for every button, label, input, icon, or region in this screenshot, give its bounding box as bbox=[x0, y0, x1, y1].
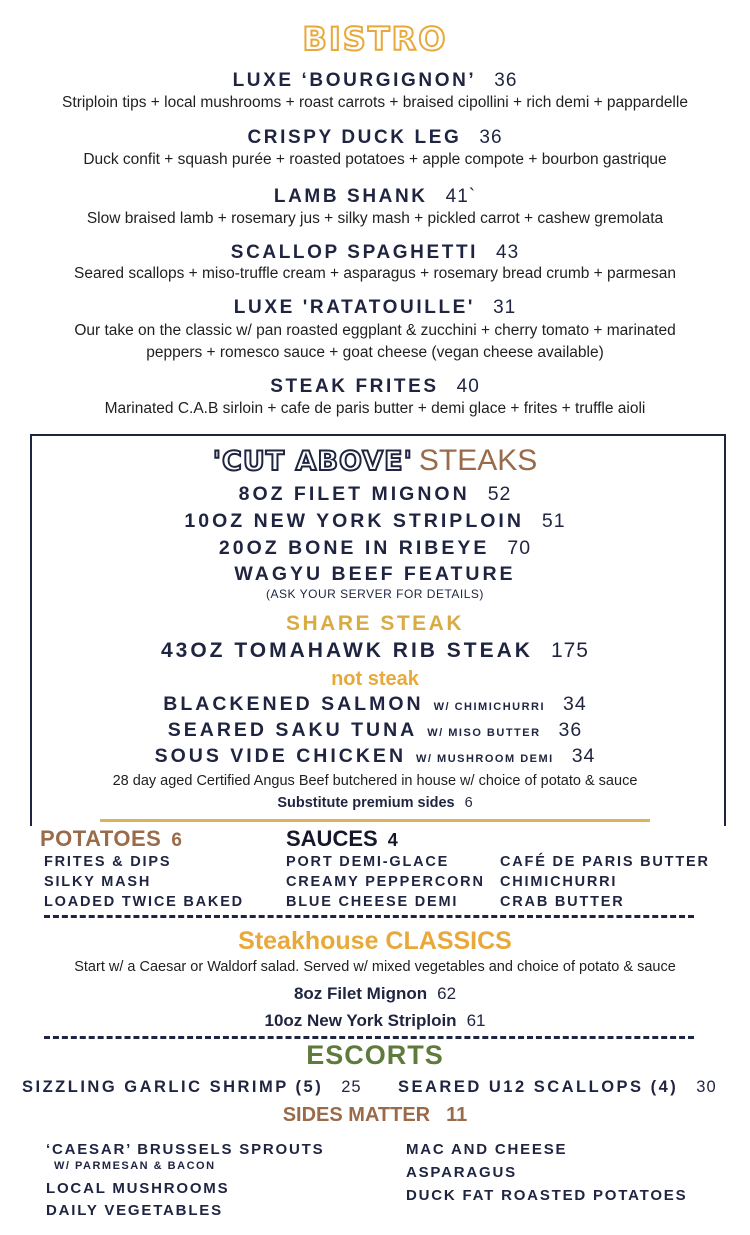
share-tomahawk bbox=[0, 639, 750, 663]
steaks-word: STEAKS bbox=[418, 444, 538, 477]
steak-price: 51 bbox=[541, 510, 566, 532]
steak-price: 70 bbox=[507, 537, 532, 559]
classic-striploin bbox=[0, 1011, 750, 1031]
sauce-item: PORT DEMI-GLACE bbox=[286, 854, 450, 870]
substitute-label: Substitute premium sides bbox=[277, 795, 455, 811]
item-accompaniment: W/ MISO BUTTER bbox=[427, 727, 541, 739]
item-price: 34 bbox=[571, 745, 596, 767]
steak-price: 52 bbox=[487, 483, 512, 505]
sides-label: SIDES MATTER bbox=[282, 1104, 431, 1126]
steak-footnote: 28 day aged Certified Angus Beef butchered in house w/ choice of potato & sauce bbox=[112, 773, 638, 789]
side-item-note: W/ PARMESAN & BACON bbox=[54, 1160, 216, 1172]
dish-name: SCALLOP SPAGHETTI bbox=[230, 242, 479, 263]
dish-name: CRISPY DUCK LEG bbox=[247, 127, 462, 148]
dish-price: 40 bbox=[456, 376, 480, 397]
cut-above-title bbox=[0, 444, 750, 478]
item-price: 34 bbox=[563, 693, 587, 715]
dish-bourgignon bbox=[0, 70, 750, 92]
dish-desc: Seared scallops + miso-truffle cream + asparagus + rosemary bread crumb + parmesan bbox=[74, 265, 676, 282]
not-steak-title: not steak bbox=[331, 668, 419, 690]
escort-name: SEARED U12 SCALLOPS (4) bbox=[398, 1078, 679, 1096]
steak-name: WAGYU BEEF FEATURE bbox=[234, 563, 516, 585]
item-name: BLACKENED SALMON bbox=[163, 693, 424, 715]
dish-scallop-spaghetti bbox=[0, 242, 750, 264]
dish-name: STEAK FRITES bbox=[270, 376, 439, 397]
side-item: ‘CAESAR’ BRUSSELS SPROUTS bbox=[46, 1141, 325, 1158]
potatoes-label: POTATOES bbox=[40, 826, 162, 851]
escort-price: 30 bbox=[696, 1078, 717, 1096]
sides-price: 11 bbox=[446, 1104, 468, 1126]
sauce-item: CREAMY PEPPERCORN bbox=[286, 874, 485, 890]
dish-desc: Duck confit + squash purée + roasted potatoes + apple compote + bourbon gastrique bbox=[83, 151, 667, 168]
dish-desc: Our take on the classic w/ pan roasted eggplant & zucchini + cherry tomato + marinated bbox=[74, 322, 676, 339]
dish-name: LUXE ‘BOURGIGNON’ bbox=[232, 70, 477, 91]
dish-desc-continued: peppers + romesco sauce + goat cheese (vegan cheese available) bbox=[146, 344, 604, 361]
dashed-divider bbox=[44, 1036, 694, 1039]
dish-price: 43 bbox=[496, 242, 520, 263]
classic-price: 61 bbox=[466, 1011, 486, 1030]
dish-duck-leg bbox=[0, 127, 750, 149]
sauce-item: CAFÉ DE PARIS BUTTER bbox=[500, 854, 710, 870]
escort-name: SIZZLING GARLIC SHRIMP (5) bbox=[22, 1078, 324, 1096]
item-name: SEARED SAKU TUNA bbox=[167, 719, 418, 741]
sauces-price: 4 bbox=[387, 830, 398, 850]
not-steak-chicken bbox=[0, 745, 750, 768]
dish-price: 36 bbox=[494, 70, 518, 91]
bistro-title: BISTRO bbox=[302, 20, 448, 58]
sauce-item: BLUE CHEESE DEMI bbox=[286, 894, 459, 910]
classic-filet bbox=[0, 984, 750, 1004]
dish-name: LAMB SHANK bbox=[273, 186, 428, 207]
potatoes-title bbox=[40, 826, 182, 852]
sauces-label: SAUCES bbox=[286, 826, 378, 851]
dish-ratatouille bbox=[0, 297, 750, 319]
gold-divider bbox=[100, 819, 650, 822]
dish-price: 31 bbox=[493, 297, 517, 318]
not-steak-salmon bbox=[0, 693, 750, 716]
item-accompaniment: W/ CHIMICHURRI bbox=[433, 701, 546, 713]
classics-desc: Start w/ a Caesar or Waldorf salad. Served w/ mixed vegetables and choice of potato & sauce bbox=[74, 959, 676, 975]
dish-desc: Marinated C.A.B sirloin + cafe de paris butter + demi glace + frites + truffle aioli bbox=[104, 400, 646, 417]
steak-name: 10OZ NEW YORK STRIPLOIN bbox=[184, 510, 524, 532]
side-item: LOCAL MUSHROOMS bbox=[46, 1180, 230, 1197]
potato-item: LOADED TWICE BAKED bbox=[44, 894, 244, 910]
steak-wagyu bbox=[0, 563, 750, 586]
steak-striploin bbox=[0, 510, 750, 533]
dashed-divider bbox=[44, 915, 694, 918]
cut-above-marquee: 'CUT ABOVE' bbox=[212, 446, 413, 477]
substitute-sides bbox=[0, 795, 750, 811]
steak-name: 43OZ TOMAHAWK RIB STEAK bbox=[160, 639, 533, 662]
item-name: SOUS VIDE CHICKEN bbox=[154, 745, 407, 767]
potato-item: SILKY MASH bbox=[44, 874, 152, 890]
escorts-title: ESCORTS bbox=[306, 1040, 444, 1070]
side-item: DAILY VEGETABLES bbox=[46, 1202, 223, 1219]
steak-filet bbox=[0, 483, 750, 506]
escort-shrimp bbox=[22, 1078, 362, 1097]
share-steak-title: SHARE STEAK bbox=[285, 612, 465, 635]
item-accompaniment: W/ MUSHROOM DEMI bbox=[416, 753, 554, 765]
classic-name: 10oz New York Striploin bbox=[264, 1011, 457, 1030]
escort-price: 25 bbox=[341, 1078, 362, 1096]
steak-name: 8OZ FILET MIGNON bbox=[238, 483, 470, 505]
classics-title: Steakhouse CLASSICS bbox=[238, 927, 512, 955]
steak-name: 20OZ BONE IN RIBEYE bbox=[218, 537, 490, 559]
escort-scallops bbox=[398, 1078, 717, 1097]
dish-steak-frites bbox=[0, 376, 750, 398]
steak-price: 175 bbox=[550, 639, 589, 662]
steak-ribeye bbox=[0, 537, 750, 560]
wagyu-note: (ASK YOUR SERVER FOR DETAILS) bbox=[266, 587, 484, 601]
item-price: 36 bbox=[558, 719, 583, 741]
dish-price: 36 bbox=[479, 127, 503, 148]
not-steak-tuna bbox=[0, 719, 750, 742]
dish-desc: Slow braised lamb + rosemary jus + silky mash + pickled carrot + cashew gremolata bbox=[86, 210, 664, 227]
potato-item: FRITES & DIPS bbox=[44, 854, 172, 870]
side-item: DUCK FAT ROASTED POTATOES bbox=[406, 1187, 688, 1204]
classic-price: 62 bbox=[437, 984, 457, 1003]
dish-lamb-shank bbox=[0, 186, 750, 208]
dish-price: 41` bbox=[445, 186, 477, 207]
dish-name: LUXE 'RATATOUILLE' bbox=[233, 297, 476, 318]
dish-desc: Striploin tips + local mushrooms + roast carrots + braised cipollini + rich demi + pappardelle bbox=[62, 94, 688, 111]
substitute-price: 6 bbox=[464, 795, 473, 811]
sides-title bbox=[0, 1104, 750, 1127]
classic-name: 8oz Filet Mignon bbox=[293, 984, 428, 1003]
sauce-item: CRAB BUTTER bbox=[500, 894, 625, 910]
potatoes-price: 6 bbox=[171, 830, 183, 851]
sauce-item: CHIMICHURRI bbox=[500, 874, 618, 890]
sauces-title bbox=[286, 826, 398, 852]
side-item: MAC AND CHEESE bbox=[406, 1141, 568, 1158]
side-item: ASPARAGUS bbox=[406, 1164, 517, 1181]
